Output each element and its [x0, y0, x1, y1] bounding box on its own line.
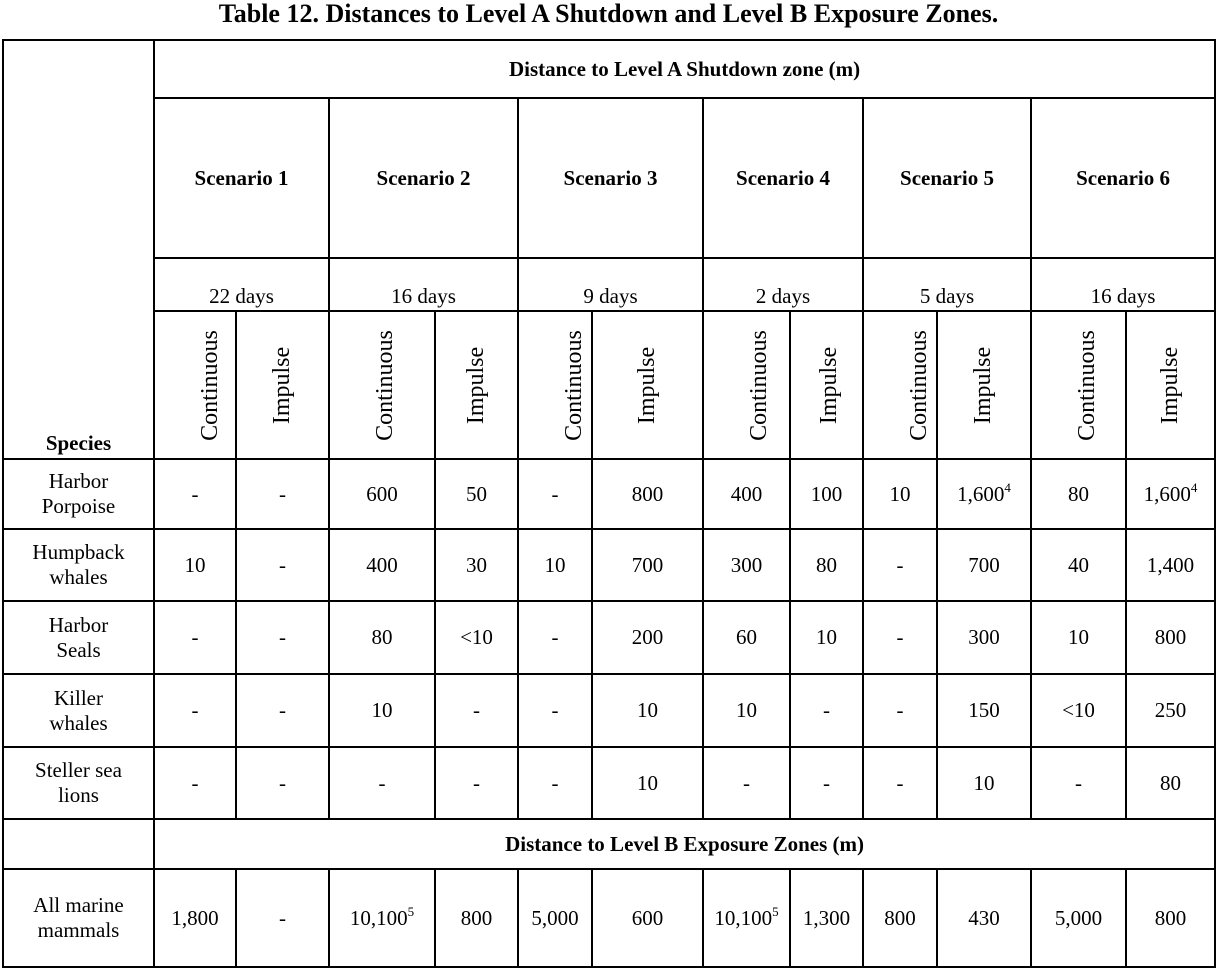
- cell-value: -: [279, 905, 286, 930]
- continuous-label: Continuous: [560, 329, 587, 441]
- table-cell: [863, 459, 937, 529]
- cell-value: -: [896, 770, 904, 795]
- table-cell: [236, 674, 329, 747]
- scenario-4-continuous-header: [703, 311, 790, 459]
- cell-value: 10: [637, 770, 658, 795]
- table-cell: [1126, 459, 1215, 529]
- table-cell: [1031, 869, 1126, 967]
- table-cell: [703, 869, 790, 967]
- scenario-3-duration: 9 days: [518, 258, 703, 311]
- cell-value: -: [191, 625, 199, 649]
- species-name: [3, 747, 154, 819]
- cell-value: -: [279, 698, 286, 722]
- species-name-line2: Porpoise: [41, 494, 116, 518]
- cell-value: 300: [730, 552, 763, 577]
- species-name: [3, 869, 154, 967]
- cell-value: -: [473, 770, 480, 795]
- cell-value: -: [191, 698, 199, 722]
- cell-value: 30: [466, 552, 487, 577]
- table-cell: [329, 747, 435, 819]
- table-cell: [1031, 459, 1126, 529]
- table-cell: [937, 674, 1031, 747]
- species-name-line1: Steller sea: [35, 758, 122, 782]
- table-cell: [703, 459, 790, 529]
- table-row: [3, 869, 1215, 967]
- cell-value: -: [743, 770, 750, 795]
- species-name-line1: Harbor: [48, 469, 109, 493]
- continuous-label: Continuous: [371, 329, 398, 441]
- cell-value: -: [279, 481, 286, 506]
- cell-value: 1,600: [1143, 481, 1191, 506]
- cell-value: 100: [810, 481, 843, 506]
- table-cell: [1126, 869, 1215, 967]
- table-cell: [1126, 747, 1215, 819]
- cell-value: 40: [1068, 552, 1089, 577]
- table-cell: [863, 747, 937, 819]
- cell-value: 1,800: [171, 905, 219, 930]
- scenario-2-impulse-header: [435, 311, 518, 459]
- cell-value: 600: [366, 481, 398, 506]
- cell-value: 10,100: [714, 905, 773, 930]
- impulse-label: Impulse: [1157, 346, 1184, 424]
- distances-table: [2, 39, 1216, 968]
- table-cell: [703, 529, 790, 601]
- table-cell: [703, 747, 790, 819]
- table-cell: [154, 674, 236, 747]
- table-cell: [790, 529, 863, 601]
- table-cell: [592, 601, 703, 674]
- cell-value: 5,000: [1054, 905, 1103, 930]
- cell-value: <10: [1062, 698, 1095, 722]
- table-row: [3, 459, 1215, 529]
- cell-value: 10: [736, 698, 757, 722]
- cell-value: 700: [631, 552, 664, 577]
- scenario-1-name: Scenario 1: [154, 98, 329, 258]
- table-cell: [863, 869, 937, 967]
- cell-value: 800: [460, 905, 493, 930]
- species-header-cell: [3, 40, 154, 459]
- species-name-line1: Killer: [54, 685, 103, 710]
- table-cell: [435, 601, 518, 674]
- table-cell: [790, 459, 863, 529]
- table-cell: [329, 869, 435, 967]
- species-name-line2: mammals: [37, 918, 120, 942]
- impulse-label: Impulse: [633, 346, 660, 424]
- cell-value: 1,400: [1146, 552, 1195, 577]
- continuous-label: Continuous: [905, 329, 932, 441]
- cell-value: 5,000: [531, 905, 579, 930]
- cell-value: 10: [544, 552, 566, 577]
- cell-value: 60: [736, 625, 757, 649]
- cell-value: -: [1075, 770, 1082, 795]
- table-cell: [154, 459, 236, 529]
- table-caption: Table 12. Distances to Level A Shutdown and Level B Exposure Zones.: [218, 0, 999, 28]
- cell-value: 200: [631, 625, 664, 649]
- table-cell: [518, 674, 592, 747]
- cell-value: 150: [968, 698, 1000, 722]
- table-cell: [790, 601, 863, 674]
- cell-value: 50: [466, 481, 487, 506]
- table-cell: [329, 459, 435, 529]
- scenario-6-impulse-header: [1126, 311, 1215, 459]
- cell-value: -: [551, 770, 559, 795]
- scenario-1-duration: 22 days: [154, 258, 329, 311]
- table-cell: [154, 529, 236, 601]
- table-cell: [518, 601, 592, 674]
- table-cell: [518, 747, 592, 819]
- species-name-line1: Humpback: [32, 540, 125, 564]
- impulse-label: Impulse: [268, 346, 295, 424]
- scenario-2-duration: 16 days: [329, 258, 518, 311]
- cell-value: 1,300: [802, 905, 851, 930]
- cell-value: 430: [968, 905, 1000, 930]
- impulse-label: Impulse: [970, 346, 997, 424]
- table-cell: [518, 459, 592, 529]
- level-b-blank-cell: [3, 819, 154, 869]
- cell-value: 80: [816, 552, 837, 577]
- species-name: [3, 459, 154, 529]
- table-cell: [518, 529, 592, 601]
- continuous-label: Continuous: [1073, 329, 1100, 441]
- cell-value: -: [551, 625, 559, 649]
- cell-value: -: [896, 698, 904, 722]
- table-cell: [435, 869, 518, 967]
- scenario-2-continuous-header: [329, 311, 435, 459]
- table-cell: [329, 529, 435, 601]
- cell-value: -: [191, 770, 199, 795]
- table-cell: [703, 674, 790, 747]
- cell-value: <10: [460, 625, 493, 649]
- table-cell: [937, 459, 1031, 529]
- species-name: [3, 674, 154, 747]
- table-cell: [1126, 601, 1215, 674]
- cell-value: 600: [631, 905, 664, 930]
- scenario-3-continuous-header: [518, 311, 592, 459]
- table-cell: [703, 601, 790, 674]
- table-cell: [863, 674, 937, 747]
- table-cell: [863, 601, 937, 674]
- cell-value: -: [896, 625, 904, 649]
- scenario-4-impulse-header: [790, 311, 863, 459]
- cell-value: -: [279, 625, 286, 649]
- table-cell: [592, 529, 703, 601]
- species-header: Species: [45, 431, 112, 455]
- cell-value: 700: [968, 552, 1000, 577]
- table-cell: [518, 869, 592, 967]
- table-cell: [154, 601, 236, 674]
- scenario-6-continuous-header: [1031, 311, 1126, 459]
- cell-value: 10: [184, 552, 206, 577]
- table-cell: [435, 747, 518, 819]
- cell-value: 10: [371, 698, 393, 722]
- table-cell: [790, 674, 863, 747]
- cell-value: 10: [973, 770, 995, 795]
- scenario-3-name: Scenario 3: [518, 98, 703, 258]
- table-cell: [937, 529, 1031, 601]
- table-cell: [1126, 529, 1215, 601]
- table-cell: [236, 529, 329, 601]
- continuous-label: Continuous: [745, 329, 772, 441]
- table-row: [3, 601, 1215, 674]
- cell-value: -: [279, 552, 286, 577]
- species-name-line2: Seals: [56, 637, 101, 662]
- table-cell: [937, 601, 1031, 674]
- table-cell: [236, 747, 329, 819]
- cell-value: 1,600: [957, 481, 1005, 506]
- table-cell: [790, 869, 863, 967]
- cell-value: 10: [889, 481, 911, 506]
- species-name-line2: whales: [49, 710, 108, 735]
- cell-value: 80: [1160, 770, 1182, 795]
- cell-value: -: [896, 552, 904, 577]
- table-cell: [236, 459, 329, 529]
- cell-value: 10: [1068, 625, 1089, 649]
- table-row: [3, 674, 1215, 747]
- species-name-line2: whales: [49, 565, 108, 589]
- species-name-line1: All marine: [33, 893, 124, 917]
- table-row: [3, 747, 1215, 819]
- scenario-5-continuous-header: [863, 311, 937, 459]
- scenario-5-duration: 5 days: [863, 258, 1031, 311]
- table-cell: [1031, 747, 1126, 819]
- cell-value: 10,100: [349, 905, 408, 930]
- cell-value: 300: [968, 625, 1000, 649]
- species-name: [3, 529, 154, 601]
- footnote-marker: 4: [1004, 479, 1011, 495]
- cell-value: -: [279, 770, 286, 795]
- scenario-1-continuous-header: [154, 311, 236, 459]
- table-cell: [329, 674, 435, 747]
- cell-value: -: [378, 770, 386, 795]
- table-cell: [435, 674, 518, 747]
- scenario-6-name: Scenario 6: [1031, 98, 1215, 258]
- table-cell: [937, 869, 1031, 967]
- species-name-line2: lions: [58, 783, 99, 807]
- scenario-6-duration: 16 days: [1031, 258, 1215, 311]
- scenario-1-impulse-header: [236, 311, 329, 459]
- scenario-2-name: Scenario 2: [329, 98, 518, 258]
- cell-value: -: [823, 770, 830, 795]
- scenario-5-name: Scenario 5: [863, 98, 1031, 258]
- cell-value: 800: [1154, 625, 1187, 649]
- table-cell: [236, 601, 329, 674]
- cell-value: -: [823, 698, 830, 722]
- scenario-5-impulse-header: [937, 311, 1031, 459]
- table-cell: [1031, 601, 1126, 674]
- table-cell: [592, 674, 703, 747]
- cell-value: 800: [884, 905, 916, 930]
- scenario-4-name: Scenario 4: [703, 98, 863, 258]
- cell-value: 10: [637, 698, 658, 722]
- continuous-label: Continuous: [196, 329, 223, 441]
- table-cell: [435, 459, 518, 529]
- footnote-marker: 4: [1190, 479, 1198, 495]
- table-cell: [790, 747, 863, 819]
- footnote-marker: 5: [407, 903, 415, 919]
- table-cell: [1031, 529, 1126, 601]
- scenario-4-duration: 2 days: [703, 258, 863, 311]
- table-cell: [1031, 674, 1126, 747]
- cell-value: 80: [1068, 481, 1089, 506]
- table-cell: [1126, 674, 1215, 747]
- scenario-3-impulse-header: [592, 311, 703, 459]
- cell-value: 10: [816, 625, 837, 649]
- impulse-label: Impulse: [816, 346, 843, 424]
- table-cell: [154, 869, 236, 967]
- table-row: [3, 529, 1215, 601]
- table-cell: [592, 747, 703, 819]
- impulse-label: Impulse: [462, 346, 489, 424]
- table-cell: [937, 747, 1031, 819]
- cell-value: -: [551, 698, 559, 722]
- species-name-line1: Harbor: [48, 612, 109, 637]
- level-b-header: Distance to Level B Exposure Zones (m): [154, 819, 1215, 869]
- cell-value: 800: [631, 481, 664, 506]
- level-a-header: Distance to Level A Shutdown zone (m): [154, 40, 1215, 98]
- table-cell: [154, 747, 236, 819]
- table-cell: [236, 869, 329, 967]
- table-cell: [592, 869, 703, 967]
- footnote-marker: 5: [772, 903, 779, 919]
- table-cell: [592, 459, 703, 529]
- cell-value: 400: [730, 481, 763, 506]
- cell-value: 400: [366, 552, 398, 577]
- cell-value: 800: [1154, 905, 1187, 930]
- table-cell: [329, 601, 435, 674]
- table-cell: [435, 529, 518, 601]
- cell-value: -: [191, 481, 199, 506]
- cell-value: -: [551, 481, 559, 506]
- species-name: [3, 601, 154, 674]
- cell-value: 250: [1154, 698, 1187, 722]
- cell-value: -: [473, 698, 480, 722]
- table-cell: [863, 529, 937, 601]
- cell-value: 80: [371, 625, 393, 649]
